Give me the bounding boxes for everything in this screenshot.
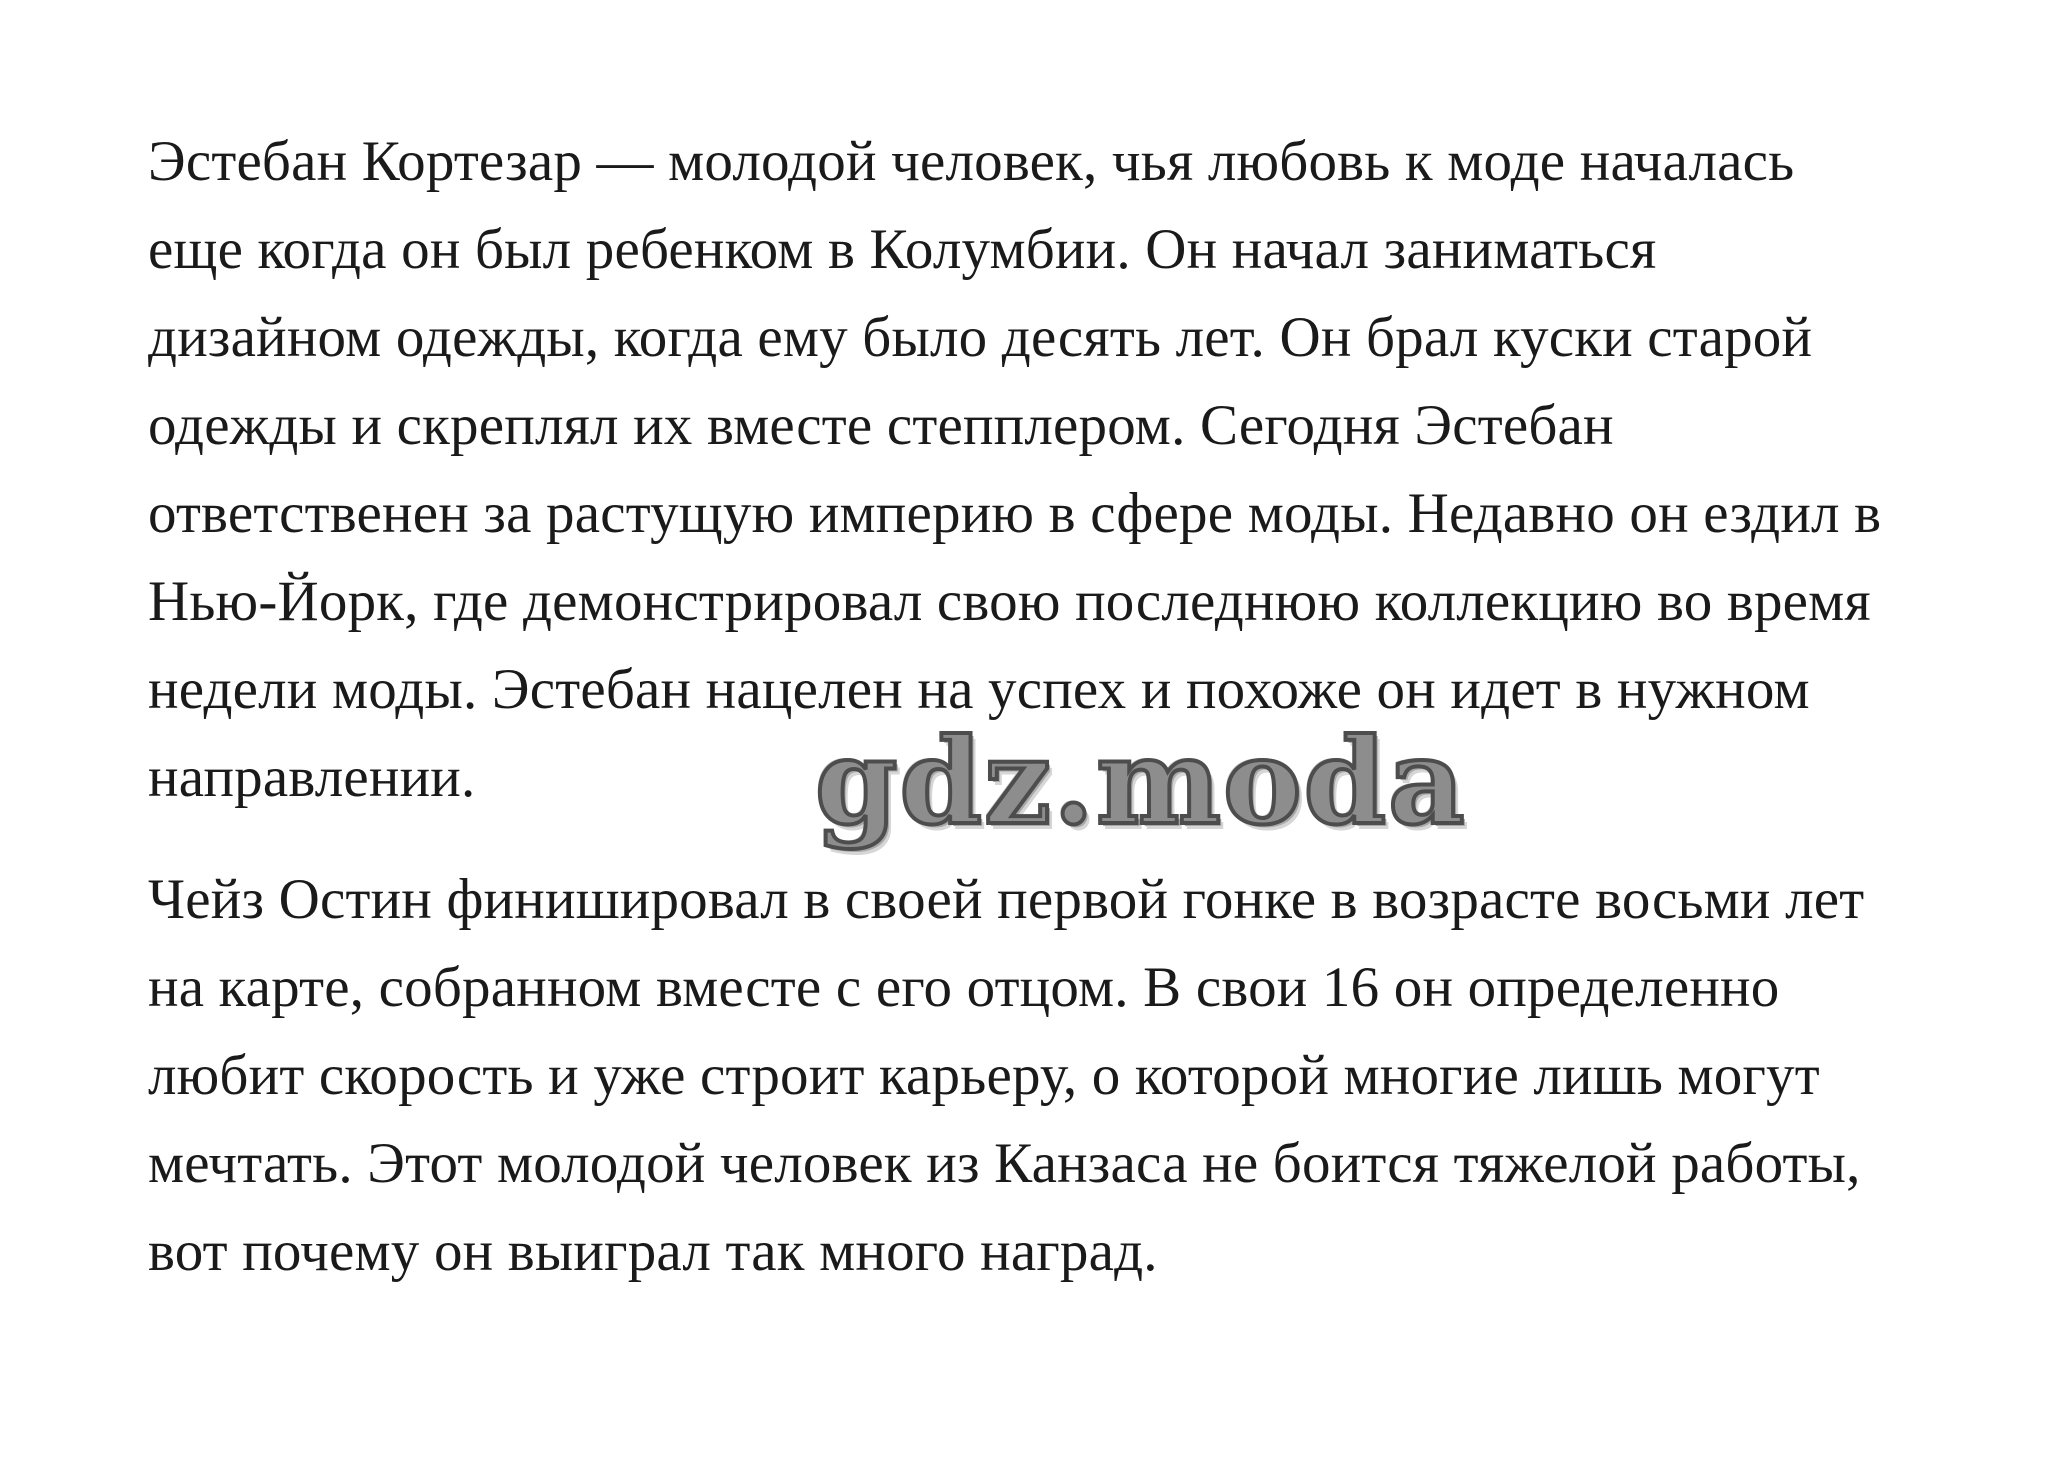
text-line: любит скорость и уже строит карьеру, о которой многие лишь могут [148, 1044, 1820, 1107]
text-line: недели моды. Эстебан нацелен на успех и похоже он идет в нужном [148, 658, 1810, 721]
text-line: одежды и скреплял их вместе степплером. Сегодня Эстебан [148, 394, 1614, 457]
paragraph-chase [148, 856, 1948, 1296]
text-line: Чейз Остин финишировал в своей первой гонке в возрасте восьми лет [148, 868, 1865, 931]
text-line: мечтать. Этот молодой человек из Канзаса не боится тяжелой работы, [148, 1132, 1861, 1195]
text-line: вот почему он выиграл так много наград. [148, 1220, 1158, 1283]
text-line: дизайном одежды, когда ему было десять лет. Он брал куски старой [148, 306, 1813, 369]
text-line: Эстебан Кортезар — молодой человек, чья любовь к моде началась [148, 130, 1795, 193]
text-line: ответственен за растущую империю в сфере моды. Недавно он ездил в [148, 482, 1882, 545]
watermark-logo: gdz.moda [815, 712, 1467, 851]
text-line: направлении. [148, 746, 476, 809]
text-line: на карте, собранном вместе с его отцом. В свои 16 он определенно [148, 956, 1780, 1019]
text-line: еще когда он был ребенком в Колумбии. Он начал заниматься [148, 218, 1657, 281]
text-line: Нью-Йорк, где демонстрировал свою последнюю коллекцию во время [148, 570, 1871, 633]
